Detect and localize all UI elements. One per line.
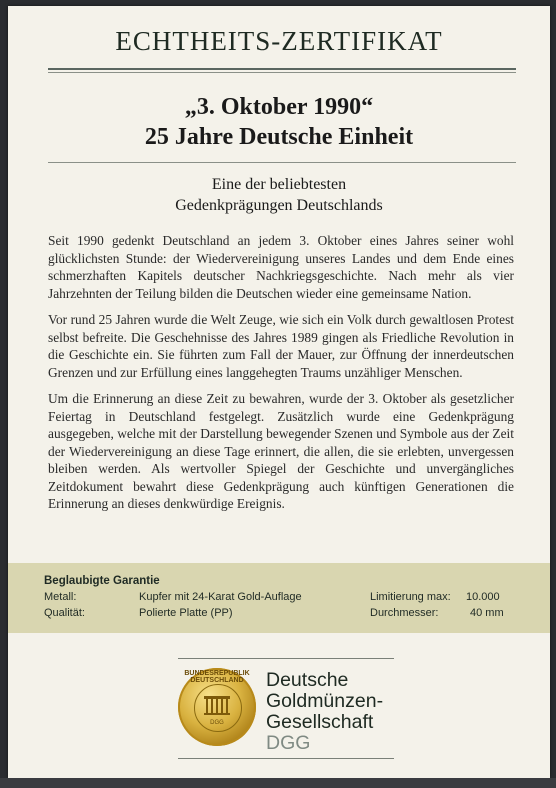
brandenburg-gate-icon bbox=[203, 694, 231, 716]
brand-line-2: Goldmünzen- bbox=[266, 690, 384, 712]
certificate-title: ECHTHEITS-ZERTIFIKAT bbox=[115, 26, 443, 56]
headline-rule bbox=[48, 162, 516, 163]
quality-label: Qualität: bbox=[44, 607, 85, 619]
brand-name bbox=[266, 670, 383, 754]
subhead-line2: Gedenkprägungen Deutschlands bbox=[175, 197, 383, 214]
quality-value: Polierte Platte (PP) bbox=[139, 607, 233, 619]
subhead-line1: Eine der beliebtesten bbox=[211, 176, 347, 193]
logo-rule-top bbox=[178, 658, 394, 659]
brand-line-4: DGG bbox=[266, 732, 311, 754]
headline-subtitle: 25 Jahre Deutsche Einheit bbox=[144, 124, 414, 150]
brand-line-1: Deutsche bbox=[266, 669, 349, 691]
brand-line-3: Gesellschaft bbox=[266, 711, 374, 733]
paragraph-1: Seit 1990 gedenkt Deutschland an jedem 3. Oktober eines Jahres seiner wohl glücklichsten Stunde: der Wiedervereinigung unseres Landes und dem Ende eines schmerzhaften Kapitels deutscher Nachkriegsgeschichte. Nach mehr als vier Jahrzehnten der Teilung bilden die Deutschen wieder eine gemeinsame Nation. bbox=[48, 233, 514, 301]
metal-value: Kupfer mit 24-Karat Gold-Auflage bbox=[139, 591, 302, 603]
title-rule-lower bbox=[48, 72, 516, 73]
headline-date: „3. Oktober 1990“ bbox=[184, 94, 374, 120]
limit-value: 10.000 bbox=[466, 591, 500, 603]
paragraph-2: Vor rund 25 Jahren wurde die Welt Zeuge, wie sich ein Volk durch gewaltlosen Protest selbst befreite. Die Geschehnisse des Jahres 1989 gingen als Friedliche Revolution in die Geschichte ein. Sie führten zum Fall der Mauer, zur Öffnung der innerdeutschen Grenzen und zur Erfüllung eines langgehegten Traums unzähliger Menschen. bbox=[48, 312, 514, 380]
coin-mark: DGG bbox=[210, 720, 224, 726]
metal-label: Metall: bbox=[44, 591, 77, 603]
diameter-value: 40 mm bbox=[470, 607, 504, 619]
certificate-sheet bbox=[8, 6, 550, 778]
guarantee-band bbox=[8, 563, 550, 633]
logo-rule-bottom bbox=[178, 758, 394, 759]
gold-coin-logo bbox=[178, 668, 256, 746]
coin-inscription: BUNDESREPUBLIK DEUTSCHLAND bbox=[184, 670, 250, 684]
certificate-body bbox=[48, 232, 514, 522]
limit-label: Limitierung max: bbox=[370, 591, 451, 603]
guarantee-heading: Beglaubigte Garantie bbox=[44, 575, 160, 587]
background-edge bbox=[0, 778, 556, 788]
title-rule-upper bbox=[48, 68, 516, 70]
paragraph-3: Um die Erinnerung an diese Zeit zu bewahren, wurde der 3. Oktober als gesetzlicher Feiertag in Deutschland festgelegt. Zusätzlich wurde eine Gedenkprägung ausgegeben, welche mit der Darstellung bewegender Szenen und Symbole aus der Zeit der Wiedervereinigung an diese Tage erinnert, die allen, die sie erlebten, unvergessen bleiben werden. Als wertvoller Spiegel der Geschichte und unvergängliches Zeitdokument bewahrt diese Gedenkprägung auch künftigen Generationen die Erinnerung an dieses denkwürdige Ereignis. bbox=[48, 391, 514, 511]
diameter-label: Durchmesser: bbox=[370, 607, 439, 619]
